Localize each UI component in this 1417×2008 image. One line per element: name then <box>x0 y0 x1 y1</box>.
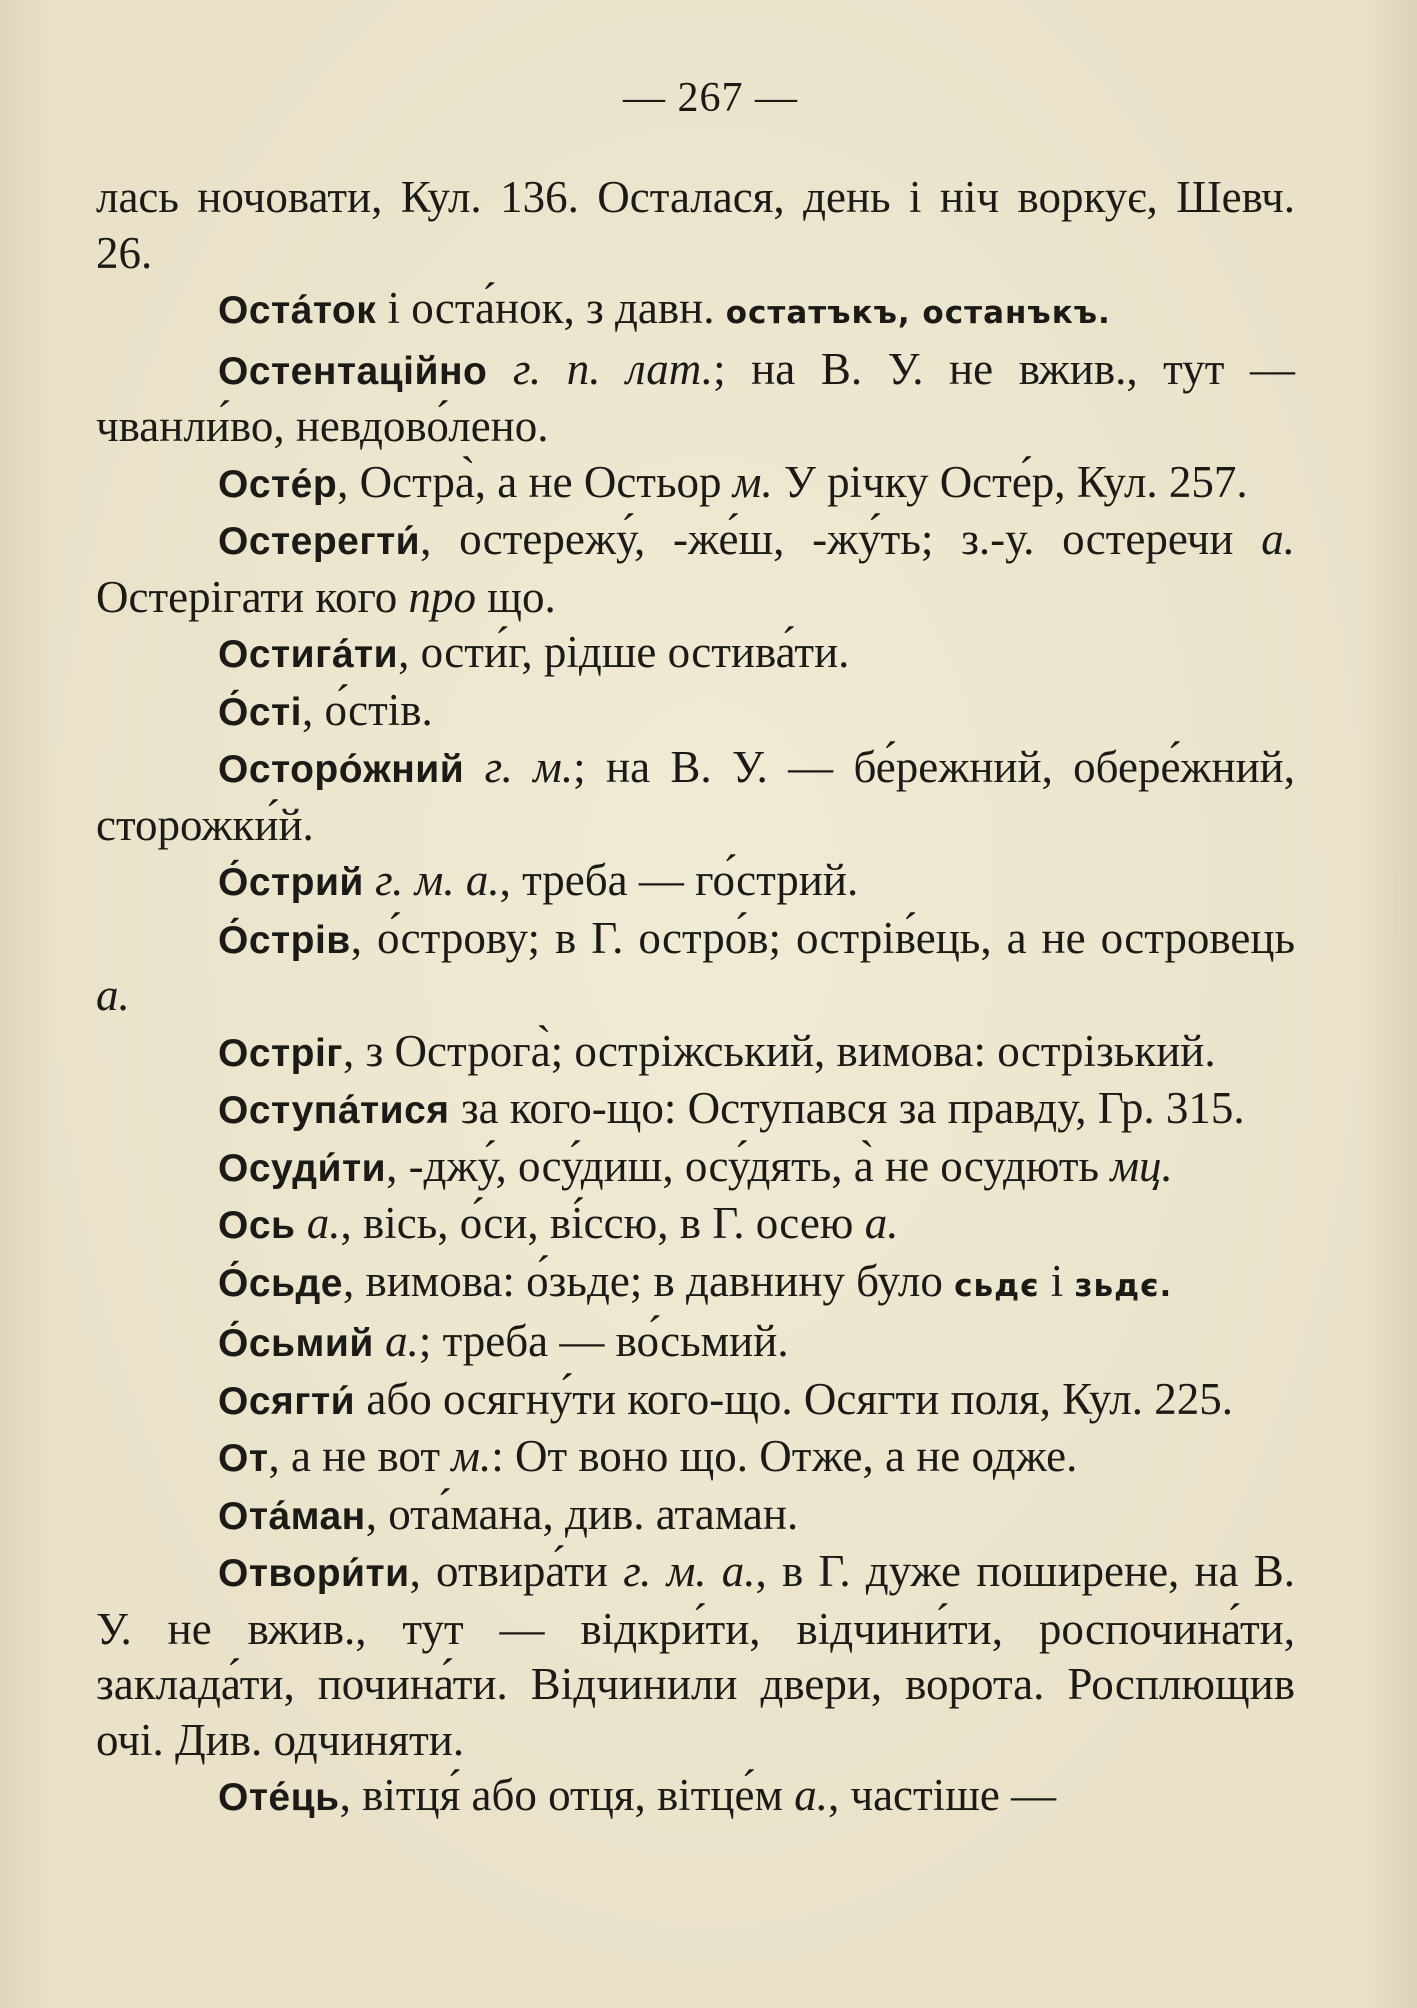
entry-headword: О́сьмий <box>218 1322 374 1365</box>
entry-text: і оста́нок, з давн. <box>376 283 726 333</box>
entry-headword: От <box>218 1437 269 1480</box>
entry-headword: Оте́ць <box>218 1776 340 1819</box>
abbreviation: м. <box>732 456 773 507</box>
abbreviation: а. <box>96 970 130 1020</box>
entry-text: , в Г. дуже поширене, на В. У. не вжив., тут — відкри́ти, відчини́ти, роспочина́ти, заклада́ти, почина́ти. Відчинили двери, ворота. Росплющив очі. Див. одчиняти. <box>96 1546 1295 1765</box>
entry-headword: Остига́ти <box>218 633 399 676</box>
dictionary-entry <box>96 1024 1295 1082</box>
entry-headword: О́сьде <box>218 1261 343 1305</box>
entry-text: , ости́г, рідше остива́ти. <box>398 627 850 677</box>
abbreviation: м. <box>451 1431 492 1481</box>
entry-text: або осягну́ти кого-що. Осягти поля, Кул. 225. <box>355 1373 1233 1424</box>
entry-text: У річку Осте́р, Кул. 257. <box>772 456 1248 507</box>
dictionary-entry <box>96 1254 1295 1315</box>
entry-text <box>296 1198 307 1248</box>
abbreviation: а. <box>306 1198 341 1248</box>
abbreviation: мц. <box>1110 1140 1173 1191</box>
dictionary-entry <box>96 1314 1295 1372</box>
entry-text: , треба — го́стрий. <box>499 855 859 905</box>
old-spelling: остатъкъ, останъкъ. <box>725 295 1111 331</box>
dictionary-entry <box>96 512 1295 625</box>
entry-headword: Остерегти́ <box>218 520 421 563</box>
page-number: — 267 — <box>623 75 798 121</box>
dictionary-entry <box>96 455 1295 513</box>
entry-text: : От воно що. Отже, а не одже. <box>491 1431 1078 1481</box>
dictionary-entry <box>96 740 1295 853</box>
entry-text <box>487 344 513 394</box>
dictionary-entry <box>96 1487 1295 1545</box>
entry-headword: Ота́ман <box>218 1494 366 1538</box>
dictionary-entry <box>96 625 1295 683</box>
continued-paragraph <box>96 170 1295 281</box>
dictionary-entry <box>96 1429 1295 1487</box>
entry-text: , вісь, о́си, ві́ссю, в Г. осею <box>340 1198 865 1248</box>
dictionary-entry <box>96 683 1295 741</box>
entry-text: , -джу́, осу́диш, осу́дять, а̀ не осудють <box>386 1140 1111 1191</box>
dictionary-entry <box>96 281 1295 342</box>
dictionary-entry <box>96 342 1295 455</box>
abbreviation: а. <box>1261 514 1295 564</box>
entry-text: лась ночовати, Кул. 136. Осталася, день і ніч воркує, Шевч. 26. <box>96 172 1295 278</box>
entry-headword: Осуди́ти <box>218 1146 387 1190</box>
entry-headword: Ось <box>218 1204 296 1247</box>
entry-headword: О́стрів <box>218 918 351 962</box>
entry-headword: Осягти́ <box>218 1379 356 1423</box>
dictionary-entry <box>96 1372 1295 1430</box>
entry-headword: Оступа́тися <box>218 1089 450 1132</box>
entry-text <box>464 742 484 792</box>
entry-text: і <box>1039 1255 1075 1306</box>
entry-headword: Осте́р <box>218 462 338 506</box>
dictionary-entry <box>96 1768 1295 1826</box>
dictionary-entry <box>96 911 1295 1024</box>
entry-text: , вимова: о́зьде; в давнину було <box>342 1255 955 1306</box>
abbreviation: г. п. лат. <box>512 343 714 394</box>
abbreviation: а. <box>794 1770 828 1820</box>
entry-text: , отвира́ти <box>409 1546 624 1596</box>
entry-text: , частіше — <box>827 1770 1057 1820</box>
entry-text: , остережу́, -же́ш, -жу́ть; з.-у. остеречи <box>420 514 1262 564</box>
dictionary-entries <box>96 170 1295 1826</box>
dictionary-entry <box>96 853 1295 911</box>
entry-headword: О́сті <box>218 690 302 734</box>
entry-text: , Остра̀, а не Остьор <box>337 456 733 507</box>
entry-headword: Оста́ток <box>218 289 377 332</box>
dictionary-entry <box>96 1139 1295 1197</box>
entry-headword: Осторо́жний <box>218 748 465 791</box>
abbreviation: г. м. а. <box>375 855 500 905</box>
entry-headword: Остентаційно <box>218 349 488 393</box>
entry-text: за кого-що: Оступався за правду, Гр. 315. <box>449 1083 1245 1133</box>
abbreviation: г. м. <box>484 742 574 792</box>
abbreviation: а. <box>385 1316 419 1366</box>
dictionary-entry <box>96 1544 1295 1768</box>
entry-text: ; на В. У. не вжив., тут — чванли́во, невдово́лено. <box>96 343 1295 451</box>
abbreviation: г. м. а. <box>623 1546 756 1596</box>
entry-text: ; на В. У. — бе́режний, обере́жний, сторожки́й. <box>96 742 1296 850</box>
entry-text: , о́строву; в Г. остро́в; острів́ець, а не островець <box>350 912 1295 963</box>
entry-text: Остерігати кого <box>96 571 409 622</box>
entry-text: , о́стів. <box>301 684 433 735</box>
entry-text: що. <box>476 571 556 622</box>
dictionary-entry <box>96 1196 1295 1254</box>
old-spelling: сьдє <box>954 1267 1040 1304</box>
entry-headword: Отвори́ти <box>218 1552 410 1595</box>
entry-text: ; треба — во́сьмий. <box>418 1316 789 1366</box>
entry-text <box>364 855 375 905</box>
entry-headword: О́стрий <box>218 861 364 904</box>
abbreviation: про <box>408 571 477 622</box>
old-spelling: зьдє. <box>1074 1267 1173 1304</box>
entry-text: , з Острога̀; остріжський, вимова: острізький. <box>343 1025 1216 1076</box>
entry-text: , ота́мана, див. атаман. <box>365 1488 799 1539</box>
entry-headword: Остріг <box>218 1031 344 1075</box>
entry-text: , а не вот <box>268 1431 452 1481</box>
abbreviation: а. <box>864 1198 899 1248</box>
dictionary-entry <box>96 1081 1295 1139</box>
entry-text <box>374 1316 385 1366</box>
entry-text: , вітця́ або отця, вітце́м <box>339 1770 795 1820</box>
